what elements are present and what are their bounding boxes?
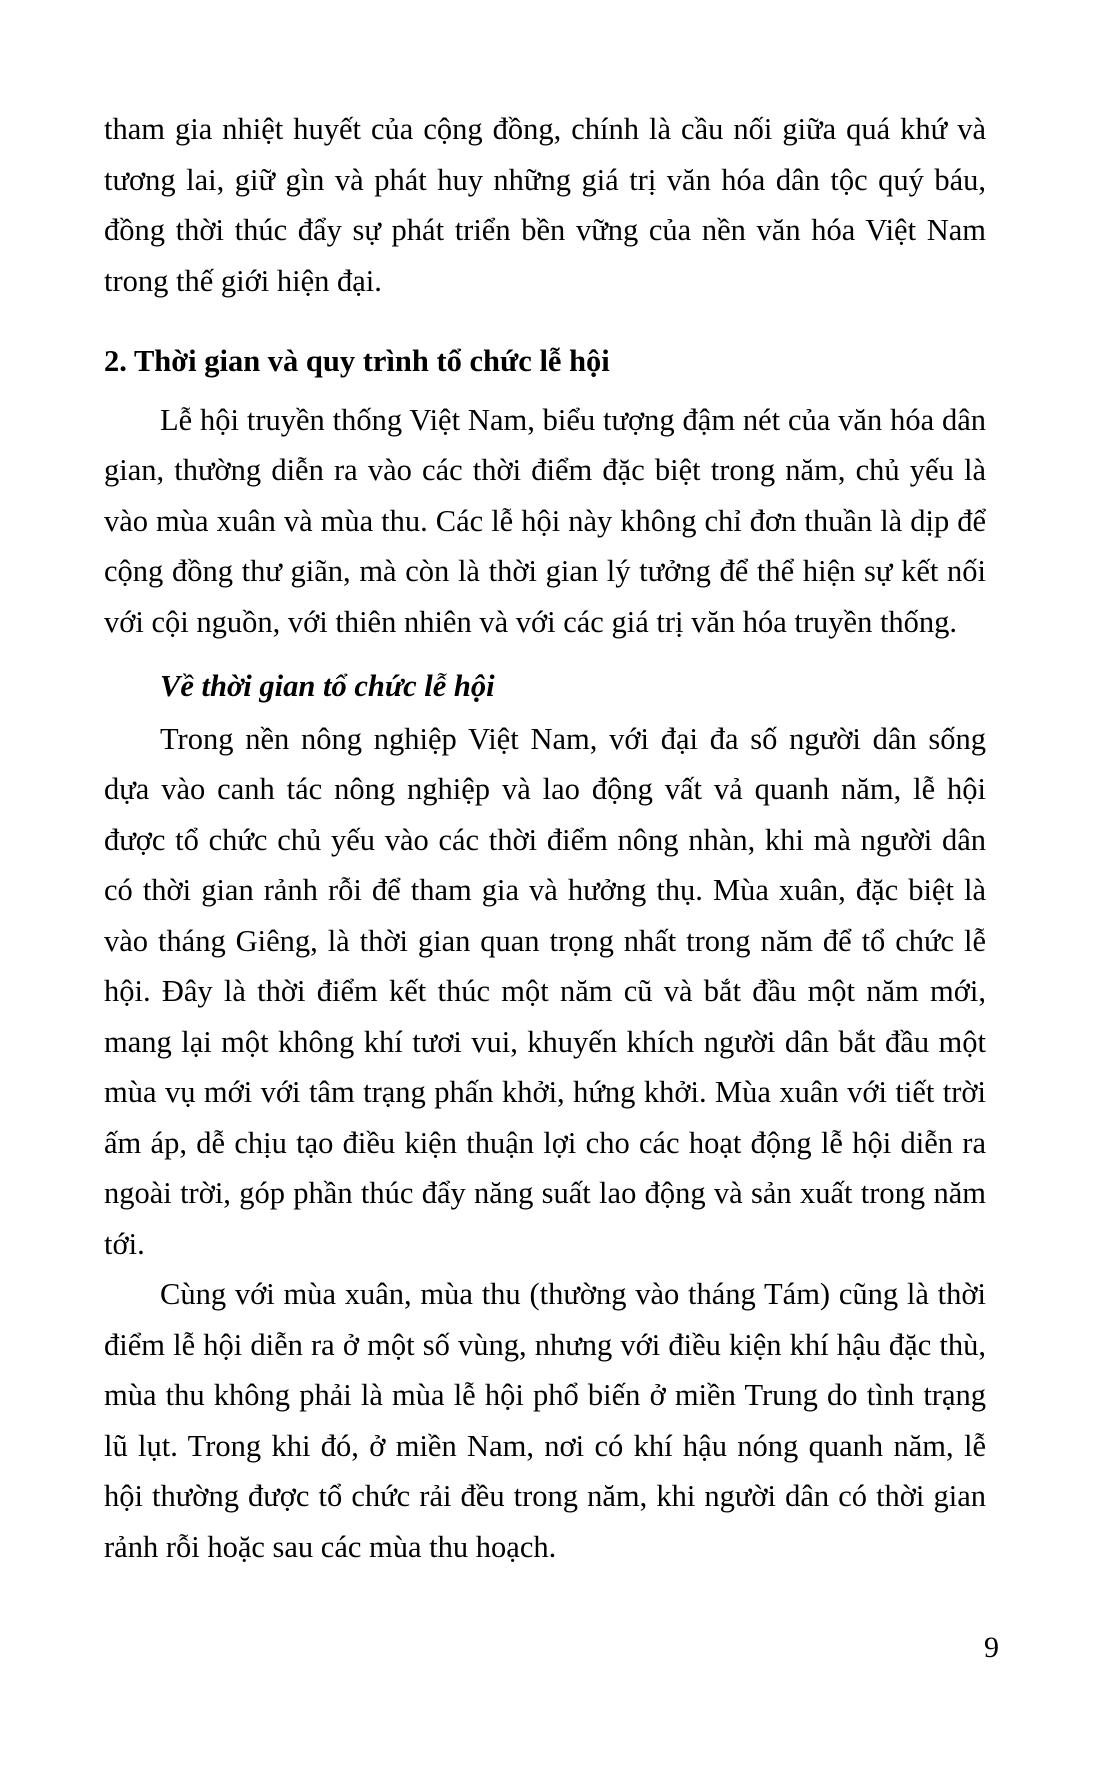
section-heading: 2. Thời gian và quy trình tổ chức lễ hội xyxy=(104,344,610,378)
text-column xyxy=(104,104,986,1572)
paragraph-2: Trong nền nông nghiệp Việt Nam, với đại đa số người dân sống dựa vào canh tác nông nghiệp và lao động vất vả quanh năm, lễ hội được tổ chức chủ yếu vào các thời điểm nông nhàn, khi mà người dân có thời gian rảnh rỗi để tham gia và hưởng thụ. Mùa xuân, đặc biệt là vào tháng Giêng, là thời gian quan trọng nhất trong năm để tổ chức lễ hội. Đây là thời điểm kết thúc một năm cũ và bắt đầu một năm mới, mang lại một không khí tươi vui, khuyến khích người dân bắt đầu một mùa vụ mới với tâm trạng phấn khởi, hứng khởi. Mùa xuân với tiết trời ấm áp, dễ chịu tạo điều kiện thuận lợi cho các hoạt động lễ hội diễn ra ngoài trời, góp phần thúc đẩy năng suất lao động và sản xuất trong năm tới. xyxy=(104,721,986,1261)
subsection-heading: Về thời gian tổ chức lễ hội xyxy=(160,669,495,703)
paragraph-1: Lễ hội truyền thống Việt Nam, biểu tượng đậm nét của văn hóa dân gian, thường diễn ra vào các thời điểm đặc biệt trong năm, chủ yếu là vào mùa xuân và mùa thu. Các lễ hội này không chỉ đơn thuần là dịp để cộng đồng thư giãn, mà còn là thời gian lý tưởng để thể hiện sự kết nối với cội nguồn, với thiên nhiên và với các giá trị văn hóa truyền thống. xyxy=(104,402,986,639)
page-number: 9 xyxy=(984,1631,999,1664)
paragraph-3: Cùng với mùa xuân, mùa thu (thường vào tháng Tám) cũng là thời điểm lễ hội diễn ra ở một số vùng, nhưng với điều kiện khí hậu đặc thù, mùa thu không phải là mùa lễ hội phổ biến ở miền Trung do tình trạng lũ lụt. Trong khi đó, ở miền Nam, nơi có khí hậu nóng quanh năm, lễ hội thường được tổ chức rải đều trong năm, khi người dân có thời gian rảnh rỗi hoặc sau các mùa thu hoạch. xyxy=(104,1277,986,1564)
paragraph-continued: tham gia nhiệt huyết của cộng đồng, chính là cầu nối giữa quá khứ và tương lai, giữ gìn và phát huy những giá trị văn hóa dân tộc quý báu, đồng thời thúc đẩy sự phát triển bền vững của nền văn hóa Việt Nam trong thế giới hiện đại. xyxy=(104,112,986,298)
